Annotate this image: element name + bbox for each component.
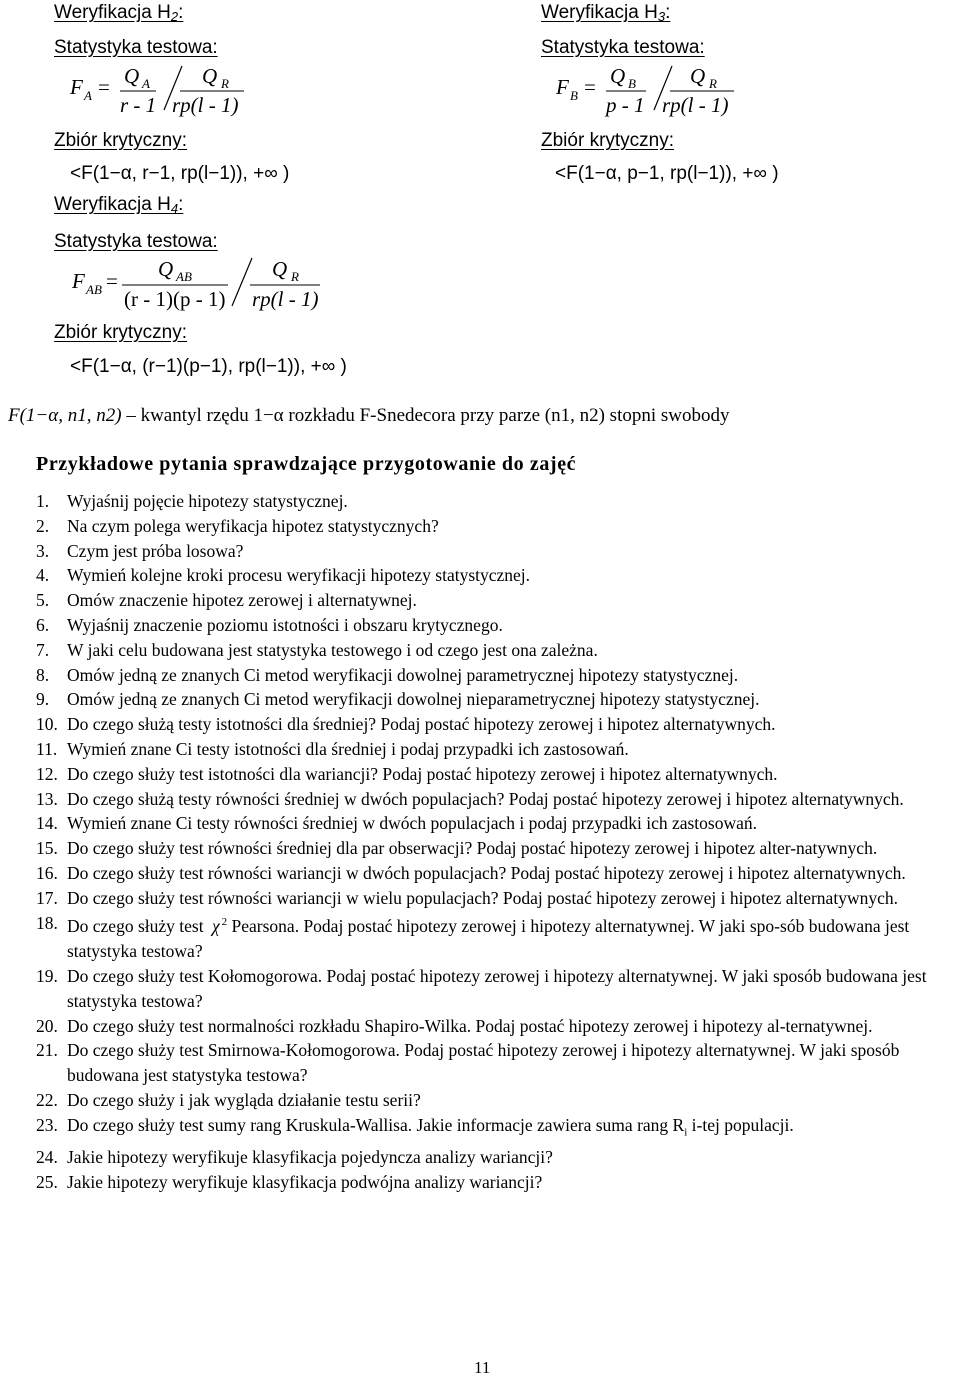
question-item [36,1145,958,1170]
svg-text:AB: AB [176,269,192,284]
question-number: 7. [36,639,50,660]
question-item [36,539,958,564]
question-number: 20. [36,1015,58,1036]
question-text: Jakie hipotezy weryfikuje klasyfikacja podwójna analizy wariancji? [67,1171,543,1192]
svg-text:=: = [98,75,110,99]
question-item [36,712,958,737]
svg-text:r - 1: r - 1 [120,93,157,117]
h4-crit-label: Zbiór krytyczny: [54,322,188,343]
h3-header: Weryfikacja H3: [541,2,671,24]
h3-formula [552,64,752,117]
question-number: 2. [36,515,50,536]
legend-symbol: F(1−α, n1, n2) [8,405,122,426]
question-text: Do czego służy test równości wariancji w wielu populacjach? Podaj postać hipotezy zerowej i hipotez alternatywnych. [67,887,898,908]
question-number: 4. [36,565,50,586]
svg-text:R: R [291,269,299,284]
h3-crit-set: <F(1−α, p−1, rp(l−1)), +∞ ) [555,163,779,184]
svg-text:R: R [709,76,717,91]
question-text: Wyjaśnij znaczenie poziomu istotności i obszaru krytycznego. [67,614,503,635]
question-item [36,613,958,638]
question-item [36,1113,958,1145]
question-item [36,687,958,712]
svg-text:Q: Q [610,64,626,88]
question-item [36,1088,958,1113]
question-number: 3. [36,540,50,561]
question-item [36,762,958,787]
h3-stat-label: Statystyka testowa: [541,37,705,58]
question-item [36,811,958,836]
svg-text:Q: Q [272,257,288,281]
question-text: Wyjaśnij pojęcie hipotezy statystycznej. [67,491,348,511]
h4-crit-set: <F(1−α, (r−1)(p−1), rp(l−1)), +∞ ) [70,356,347,377]
question-number: 15. [36,838,58,859]
question-text: Do czego służy test Kołomogorowa. Podaj postać hipotezy zerowej i hipotezy alternatywnej. W jaki sposób budowana jest statystyka testowa? [67,965,927,1011]
question-item [36,489,958,514]
question-text: Do czego służy test równości wariancji w dwóch populacjach? Podaj postać hipotezy zerowej i hipotez alternatywnych. [67,862,906,883]
svg-text:B: B [570,88,578,103]
question-item [36,1038,958,1088]
h2-crit-label: Zbiór krytyczny: [54,130,188,151]
question-text: Do czego służy i jak wygląda działanie testu serii? [67,1089,421,1110]
svg-text:p - 1: p - 1 [606,93,645,117]
question-number: 14. [36,813,58,834]
h2-formula [66,64,266,117]
svg-text:rp(l - 1): rp(l - 1) [252,287,319,311]
svg-text:Q: Q [124,64,140,88]
question-item [36,737,958,762]
question-number: 1. [36,491,50,511]
question-number: 23. [36,1114,58,1135]
question-text: Czym jest próba losowa? [67,540,244,561]
h2-crit-set: <F(1−α, r−1, rp(l−1)), +∞ ) [70,163,290,184]
question-number: 9. [36,689,50,710]
question-number: 21. [36,1040,58,1061]
page-number: 11 [474,1358,491,1377]
question-number: 19. [36,965,58,986]
f-quantile-legend [8,405,730,427]
h2-header: Weryfikacja H2: [54,2,184,24]
question-text: Do czego służy test sumy rang Kruskula-Wallisa. Jakie informacje zawiera suma rang $R_i$ i-tej populacji. [67,1114,794,1139]
question-text: Jakie hipotezy weryfikuje klasyfikacja pojedyncza analizy wariancji? [67,1147,553,1168]
question-item [36,787,958,812]
question-number: 12. [36,763,58,784]
question-item [36,1014,958,1039]
chi-symbol: χ [211,916,220,937]
svg-text:A: A [142,76,150,91]
svg-text:F: F [70,75,83,99]
question-item [36,638,958,663]
legend-description: – kwantyl rzędu 1−α rozkładu F-Snedecora przy parze (n1, n2) stopni swobody [126,405,730,426]
question-number: 24. [36,1147,58,1168]
question-text: Wymień znane Ci testy równości średniej w dwóch populacjach i podaj przypadki ich zastosowań. [67,813,758,834]
question-text: Wymień kolejne kroki procesu weryfikacji hipotezy statystycznej. [67,565,531,586]
question-text: W jaki celu budowana jest statystyka testowego i od czego jest ona zależna. [67,639,598,660]
svg-text:F: F [556,75,569,99]
question-text: Do czego służy test normalności rozkładu Shapiro-Wilka. Podaj postać hipotezy zerowej i hipotezy al-ternatywnej. [67,1015,873,1036]
question-text: Wymień znane Ci testy istotności dla średniej i podaj przypadki ich zastosowań. [67,738,629,759]
question-number: 17. [36,887,58,908]
question-number: 16. [36,862,58,883]
question-item [36,861,958,886]
svg-text:rp(l - 1): rp(l - 1) [172,93,239,117]
svg-text:Q: Q [690,64,706,88]
question-number: 10. [36,714,58,735]
h4-formula [66,256,346,312]
question-text: Do czego służy test równości średniej dla par obserwacji? Podaj postać hipotezy zerowej i hipotez alter-natywnych. [67,838,878,859]
question-text: Do czego służą testy istotności dla średniej? Podaj postać hipotezy zerowej i hipotez alternatywnych. [67,714,776,735]
questions-list [36,489,958,1195]
h4-stat-label: Statystyka testowa: [54,231,218,252]
question-text: Omów jedną ze znanych Ci metod weryfikacji dowolnej nieparametrycznej hipotezy statystycznej. [67,689,760,710]
h4-header: Weryfikacja H4: [54,194,184,216]
question-item [36,964,958,1014]
question-item [36,886,958,911]
question-text: Omów znaczenie hipotez zerowej i alternatywnej. [67,590,417,611]
question-number: 6. [36,614,50,635]
question-text: Do czego służy test istotności dla wariancji? Podaj postać hipotezy zerowej i hipotez alternatywnych. [67,763,778,784]
svg-text:=: = [584,75,596,99]
svg-text:Q: Q [202,64,218,88]
question-item [36,836,958,861]
question-text: Do czego służy test Smirnowa-Kołomogorowa. Podaj postać hipotezy zerowej i hipotezy alternatywnej. W jaki sposób budowana jest statystyka testowa? [67,1040,900,1086]
svg-text:A: A [84,88,92,103]
question-text: Do czego służy test χ $^2$ Pearsona. Podaj postać hipotezy zerowej i hipotezy alternatywnej. W jaki spo-sób budowana jest statystyka testowa? [67,916,910,962]
question-item [36,911,958,964]
question-item [36,563,958,588]
question-item [36,588,958,613]
questions-title: Przykładowe pytania sprawdzające przygotowanie do zajęć [36,453,577,475]
svg-text:F: F [72,269,85,293]
question-text: Do czego służą testy równości średniej w dwóch populacjach? Podaj postać hipotezy zerowej i hipotez alternatywnych. [67,788,904,809]
h3-crit-label: Zbiór krytyczny: [541,130,675,151]
svg-text:Q: Q [158,257,174,281]
question-number: 5. [36,590,50,611]
svg-text:rp(l - 1): rp(l - 1) [662,93,729,117]
question-item [36,514,958,539]
question-number: 13. [36,788,58,809]
h2-stat-label: Statystyka testowa: [54,37,218,58]
svg-text:AB: AB [86,282,102,297]
question-number: 18. [36,912,58,933]
question-text: Na czym polega weryfikacja hipotez statystycznych? [67,515,439,536]
question-number: 11. [36,738,58,759]
question-number: 22. [36,1089,58,1110]
question-item [36,663,958,688]
svg-text:(r - 1)(p - 1): (r - 1)(p - 1) [124,287,226,311]
question-number: 25. [36,1171,58,1192]
question-item [36,1170,958,1195]
question-number: 8. [36,664,50,685]
svg-text:=: = [106,269,118,293]
question-text: Omów jedną ze znanych Ci metod weryfikacji dowolnej parametrycznej hipotezy statystycznej. [67,664,739,685]
svg-text:B: B [628,76,636,91]
svg-text:R: R [221,76,229,91]
